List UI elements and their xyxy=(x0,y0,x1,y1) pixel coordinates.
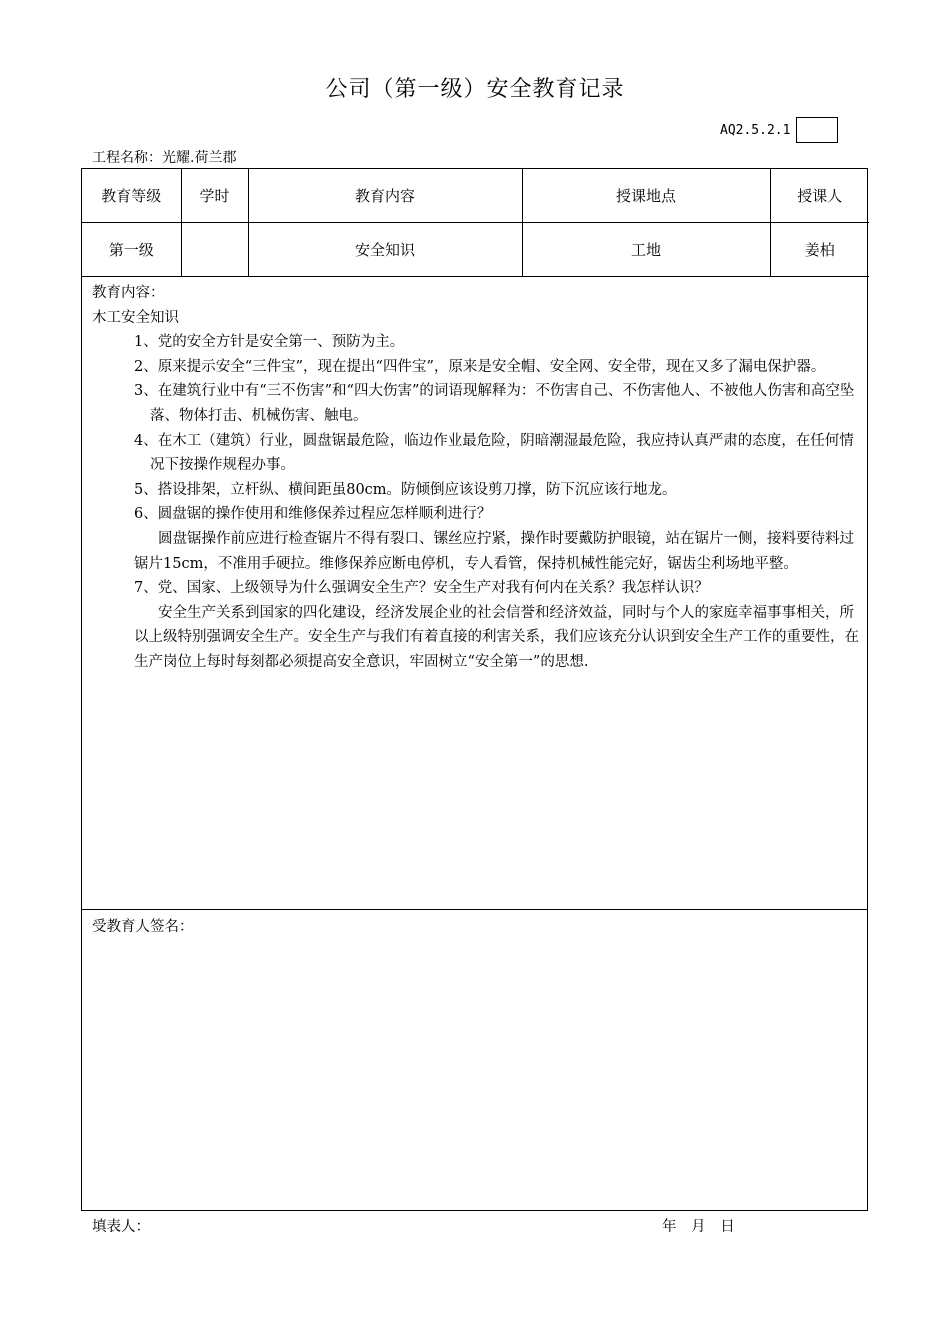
doc-code-area xyxy=(720,117,838,143)
cell-level: 第一级 xyxy=(82,223,181,277)
header-level: 教育等级 xyxy=(82,169,181,223)
date-label: 年 月 日 xyxy=(662,1219,735,1235)
doc-number-box[interactable] xyxy=(796,117,838,143)
content-item: 4、在木工（建筑）行业，圆盘锯最危险，临边作业最危险，阴暗潮湿最危险，我应持认真严肃的态度，在任何情况下按操作规程办事。 xyxy=(134,432,854,474)
content-answer: 圆盘锯操作前应进行检查锯片不得有裂口、镙丝应拧紧，操作时要戴防护眼镜，站在锯片一侧，接料要待料过锯片15cm，不准用手硬拉。维修保养应断电停机，专人看管，保持机械性能完好，锯齿尘利场地平整。 xyxy=(134,530,854,572)
record-form xyxy=(81,168,868,1211)
content-item: 5、搭设排架，立杆纵、横间距虽80cm。防倾倒应该设剪刀撑，防下沉应该行地龙。 xyxy=(134,481,677,498)
content-item: 7、党、国家、上级领导为什么强调安全生产？安全生产对我有何内在关系？我怎样认识？ xyxy=(134,580,709,597)
education-info-table xyxy=(82,169,869,277)
signature-label: 受教育人签名： xyxy=(92,919,194,935)
content-item: 1、党的安全方针是安全第一、预防为主。 xyxy=(134,334,405,351)
header-location: 授课地点 xyxy=(522,169,770,223)
content-item: 6、圆盘锯的操作使用和维修保养过程应怎样顺利进行？ xyxy=(134,506,492,523)
table-row xyxy=(82,223,869,277)
education-content xyxy=(82,277,867,910)
filler-label: 填表人： xyxy=(92,1219,150,1235)
content-item: 2、原来提示安全“三件宝”，现在提出“四件宝”，原来是安全帽、安全网、安全带，现在又多了漏电保护器。 xyxy=(134,358,826,375)
cell-hours[interactable] xyxy=(181,223,248,277)
content-heading: 教育内容： xyxy=(92,285,165,301)
content-item: 3、在建筑行业中有“三不伤害”和“四大伤害”的词语现解释为：不伤害自己、不伤害他人、不被他人伤害和高空坠落、物体打击、机械伤害、触电。 xyxy=(134,383,855,424)
document-title: 公司（第一级）安全教育记录 xyxy=(325,77,625,102)
cell-instructor: 姜柏 xyxy=(770,223,869,277)
content-subheading: 木工安全知识 xyxy=(92,309,179,326)
cell-location: 工地 xyxy=(522,223,770,277)
table-header-row xyxy=(82,169,869,223)
project-name: 工程名称：光耀.荷兰郡 xyxy=(92,150,237,166)
doc-code: AQ2.5.2.1 xyxy=(720,122,791,138)
header-instructor: 授课人 xyxy=(770,169,869,223)
content-answer: 安全生产关系到国家的四化建设，经济发展企业的社会信誉和经济效益，同时与个人的家庭幸福事事相关，所以上级特别强调安全生产。安全生产与我们有着直接的利害关系，我们应该充分认识到安全生产工作的重要性，在生产岗位上每时每刻都必须提高安全意识，牢固树立“安全第一”的思想. xyxy=(134,604,859,670)
cell-content: 安全知识 xyxy=(248,223,522,277)
header-hours: 学时 xyxy=(181,169,248,223)
header-content: 教育内容 xyxy=(248,169,522,223)
